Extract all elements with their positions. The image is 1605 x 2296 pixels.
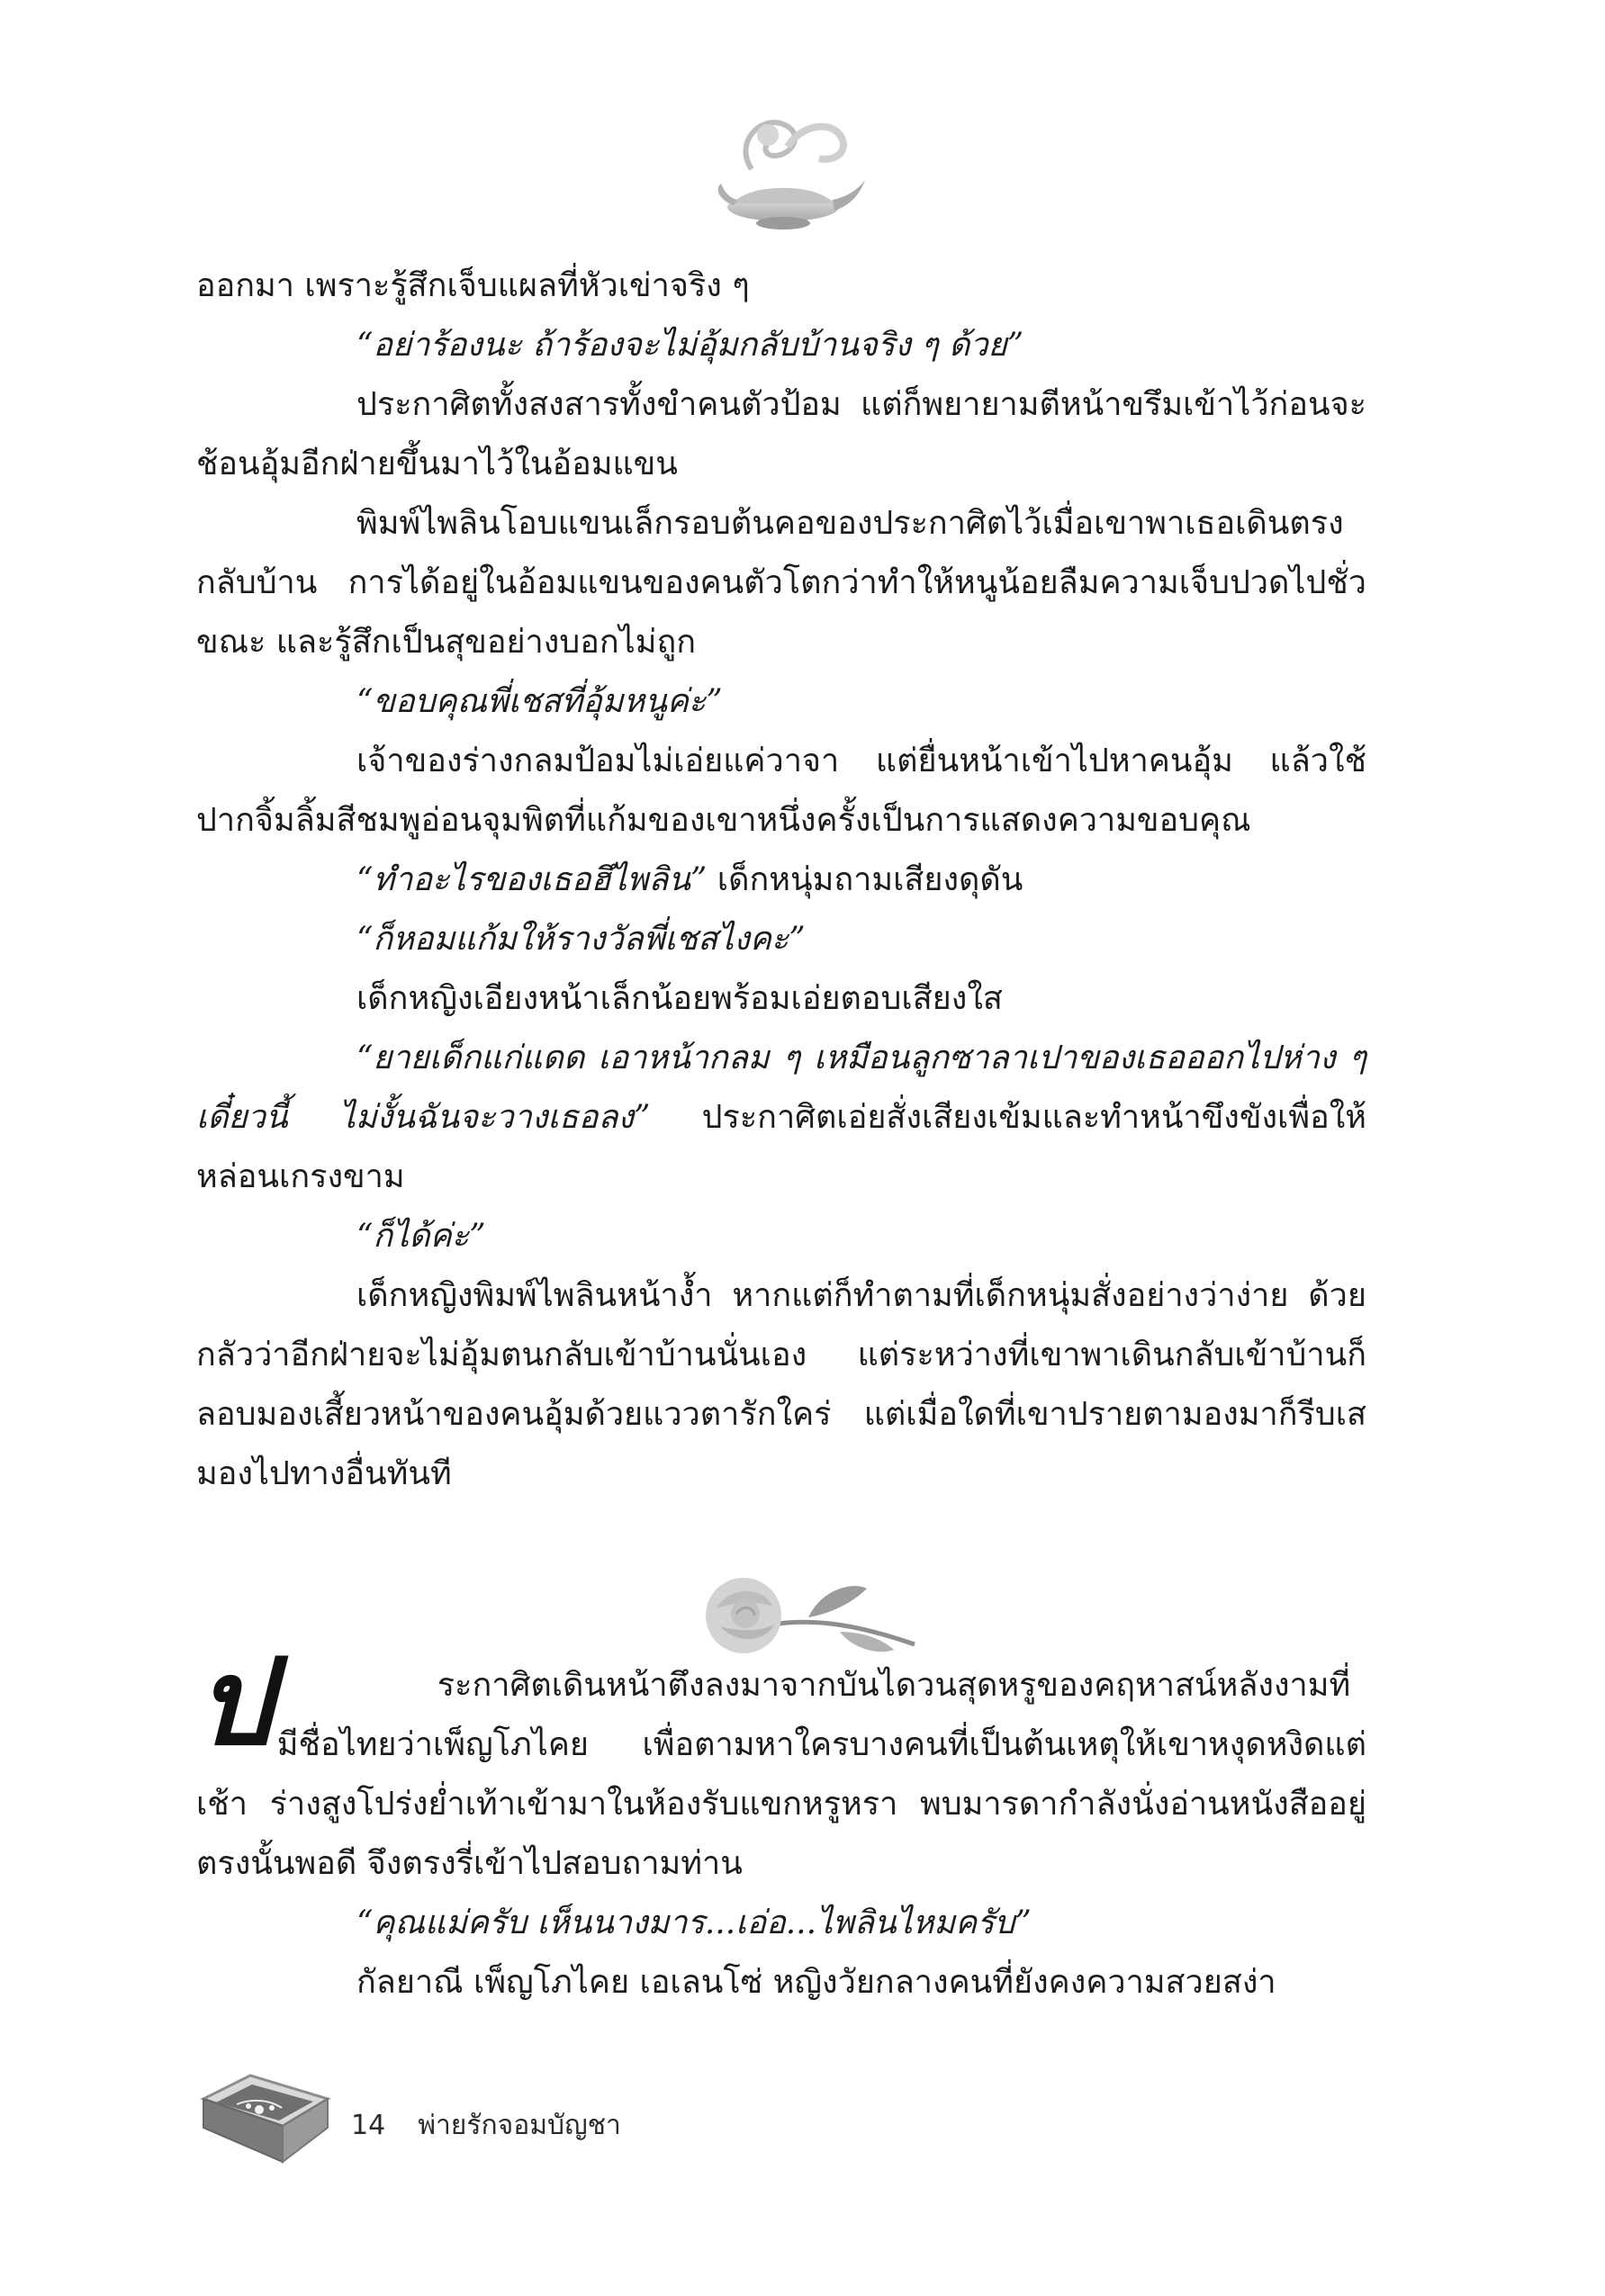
rose-icon xyxy=(673,1562,916,1661)
genie-lamp-icon xyxy=(698,106,869,241)
paragraph: ประกาศิตทั้งสงสารทั้งขำคนตัวป้อม แต่ก็พยายามตีหน้าขรึมเข้าไว้ก่อนจะช้อนอุ้มอีกฝ่ายขึ้นมาไว้ในอ้อมแขน xyxy=(196,386,1366,482)
dialogue-line: “ก็หอมแก้มให้รางวัลพี่เชสไงคะ” xyxy=(356,921,806,958)
dialogue-line: “ก็ได้ค่ะ” xyxy=(356,1218,486,1255)
dialogue-line: “คุณแม่ครับ เห็นนางมาร...เอ่อ...ไพลินไหมครับ” xyxy=(356,1904,1032,1941)
paragraph: เด็กหญิงเอียงหน้าเล็กน้อยพร้อมเอ่ยตอบเสียงใส xyxy=(356,980,1003,1017)
paragraph xyxy=(196,1029,1366,1207)
narration-text: เด็กหนุ่มถามเสียงดุดัน xyxy=(707,861,1023,898)
dialogue-line: “อย่าร้องนะ ถ้าร้องจะไม่อุ้มกลับบ้านจริง ๆ ด้วย” xyxy=(356,327,1024,364)
opening-paragraph-text: ระกาศิตเดินหน้าตึงลงมาจากบันไดวนสุดหรูของคฤหาสน์หลังงามที่มีชื่อไทยว่าเพ็ญโภไคย เพื่อตามหาใครบางคนที่เป็นต้นเหตุให้เขาหงุดหงิดแต่เช้า ร่างสูงโปร่งย่ำเท้าเข้ามาในห้องรับแขกหรูหรา พบมารดากำลังนั่งอ่านหนังสืออยู่ตรงนั้นพอดี จึงตรงรี่เข้าไปสอบถามท่าน xyxy=(196,1667,1366,1882)
jewelry-box-icon xyxy=(196,2072,333,2171)
narration-text: ประกาศิตเอ่ยสั่งเสียงเข้มและทำหน้าขึงขังเพื่อให้หล่อนเกรงขาม xyxy=(196,1099,1367,1195)
paragraph: กัลยาณี เพ็ญโภไคย เอเลนโซ่ หญิงวัยกลางคนที่ยังคงความสวยสง่า xyxy=(356,1964,1276,2001)
paragraph: พิมพ์ไพลินโอบแขนเล็กรอบต้นคอของประกาศิตไว้เมื่อเขาพาเธอเดินตรงกลับบ้าน การได้อยู่ในอ้อมแขนของคนตัวโตกว่าทำให้หนูน้อยลืมความเจ็บปวดไปชั่วขณะ และรู้สึกเป็นสุขอย่างบอกไม่ถูก xyxy=(196,505,1366,661)
book-title: พ่ายรักจอมบัญชา xyxy=(418,2110,621,2141)
paragraph: เจ้าของร่างกลมป้อมไม่เอ่ยแค่วาจา แต่ยื่นหน้าเข้าไปหาคนอุ้ม แล้วใช้ปากจิ้มลิ้มสีชมพูอ่อนจุมพิตที่แก้มของเขาหนึ่งครั้งเป็นการแสดงความขอบคุณ xyxy=(196,743,1366,839)
paragraph: เด็กหญิงพิมพ์ไพลินหน้างํ้า หากแต่ก็ทำตามที่เด็กหนุ่มสั่งอย่างว่าง่าย ด้วยกลัวว่าอีกฝ่ายจะไม่อุ้มตนกลับเข้าบ้านนั่นเอง แต่ระหว่างที่เขาพาเดินกลับเข้าบ้านก็ลอบมองเสี้ยวหน้าของคนอุ้มด้วยแววตารักใคร่ แต่เมื่อใดที่เขาปรายตามองมาก็รีบเสมองไปทางอื่นทันที xyxy=(196,1277,1366,1492)
drop-cap: ป xyxy=(196,1633,272,1772)
page-footer xyxy=(351,2104,621,2147)
dialogue-quote: “ยายเด็กแก่แดด เอาหน้ากลม ๆ เหมือนลูกซาลาเปาของเธอออกไปห่าง ๆ เดี๋ยวนี้ ไม่งั้นฉันจะวางเธอลง” xyxy=(196,1040,1366,1136)
body-text-section-2 xyxy=(196,1633,1366,2012)
dialogue-line: “ขอบคุณพี่เชสที่อุ้มหนูค่ะ” xyxy=(356,683,723,720)
body-text-top xyxy=(196,257,1366,1504)
dialogue-quote: “ทำอะไรของเธอฮึไพลิน” xyxy=(356,861,708,898)
page-number: 14 xyxy=(351,2110,386,2141)
paragraph xyxy=(196,851,1366,910)
section-opening-paragraph xyxy=(196,1633,1366,1894)
paragraph: ออกมา เพราะรู้สึกเจ็บแผลที่หัวเข่าจริง ๆ xyxy=(196,267,750,304)
